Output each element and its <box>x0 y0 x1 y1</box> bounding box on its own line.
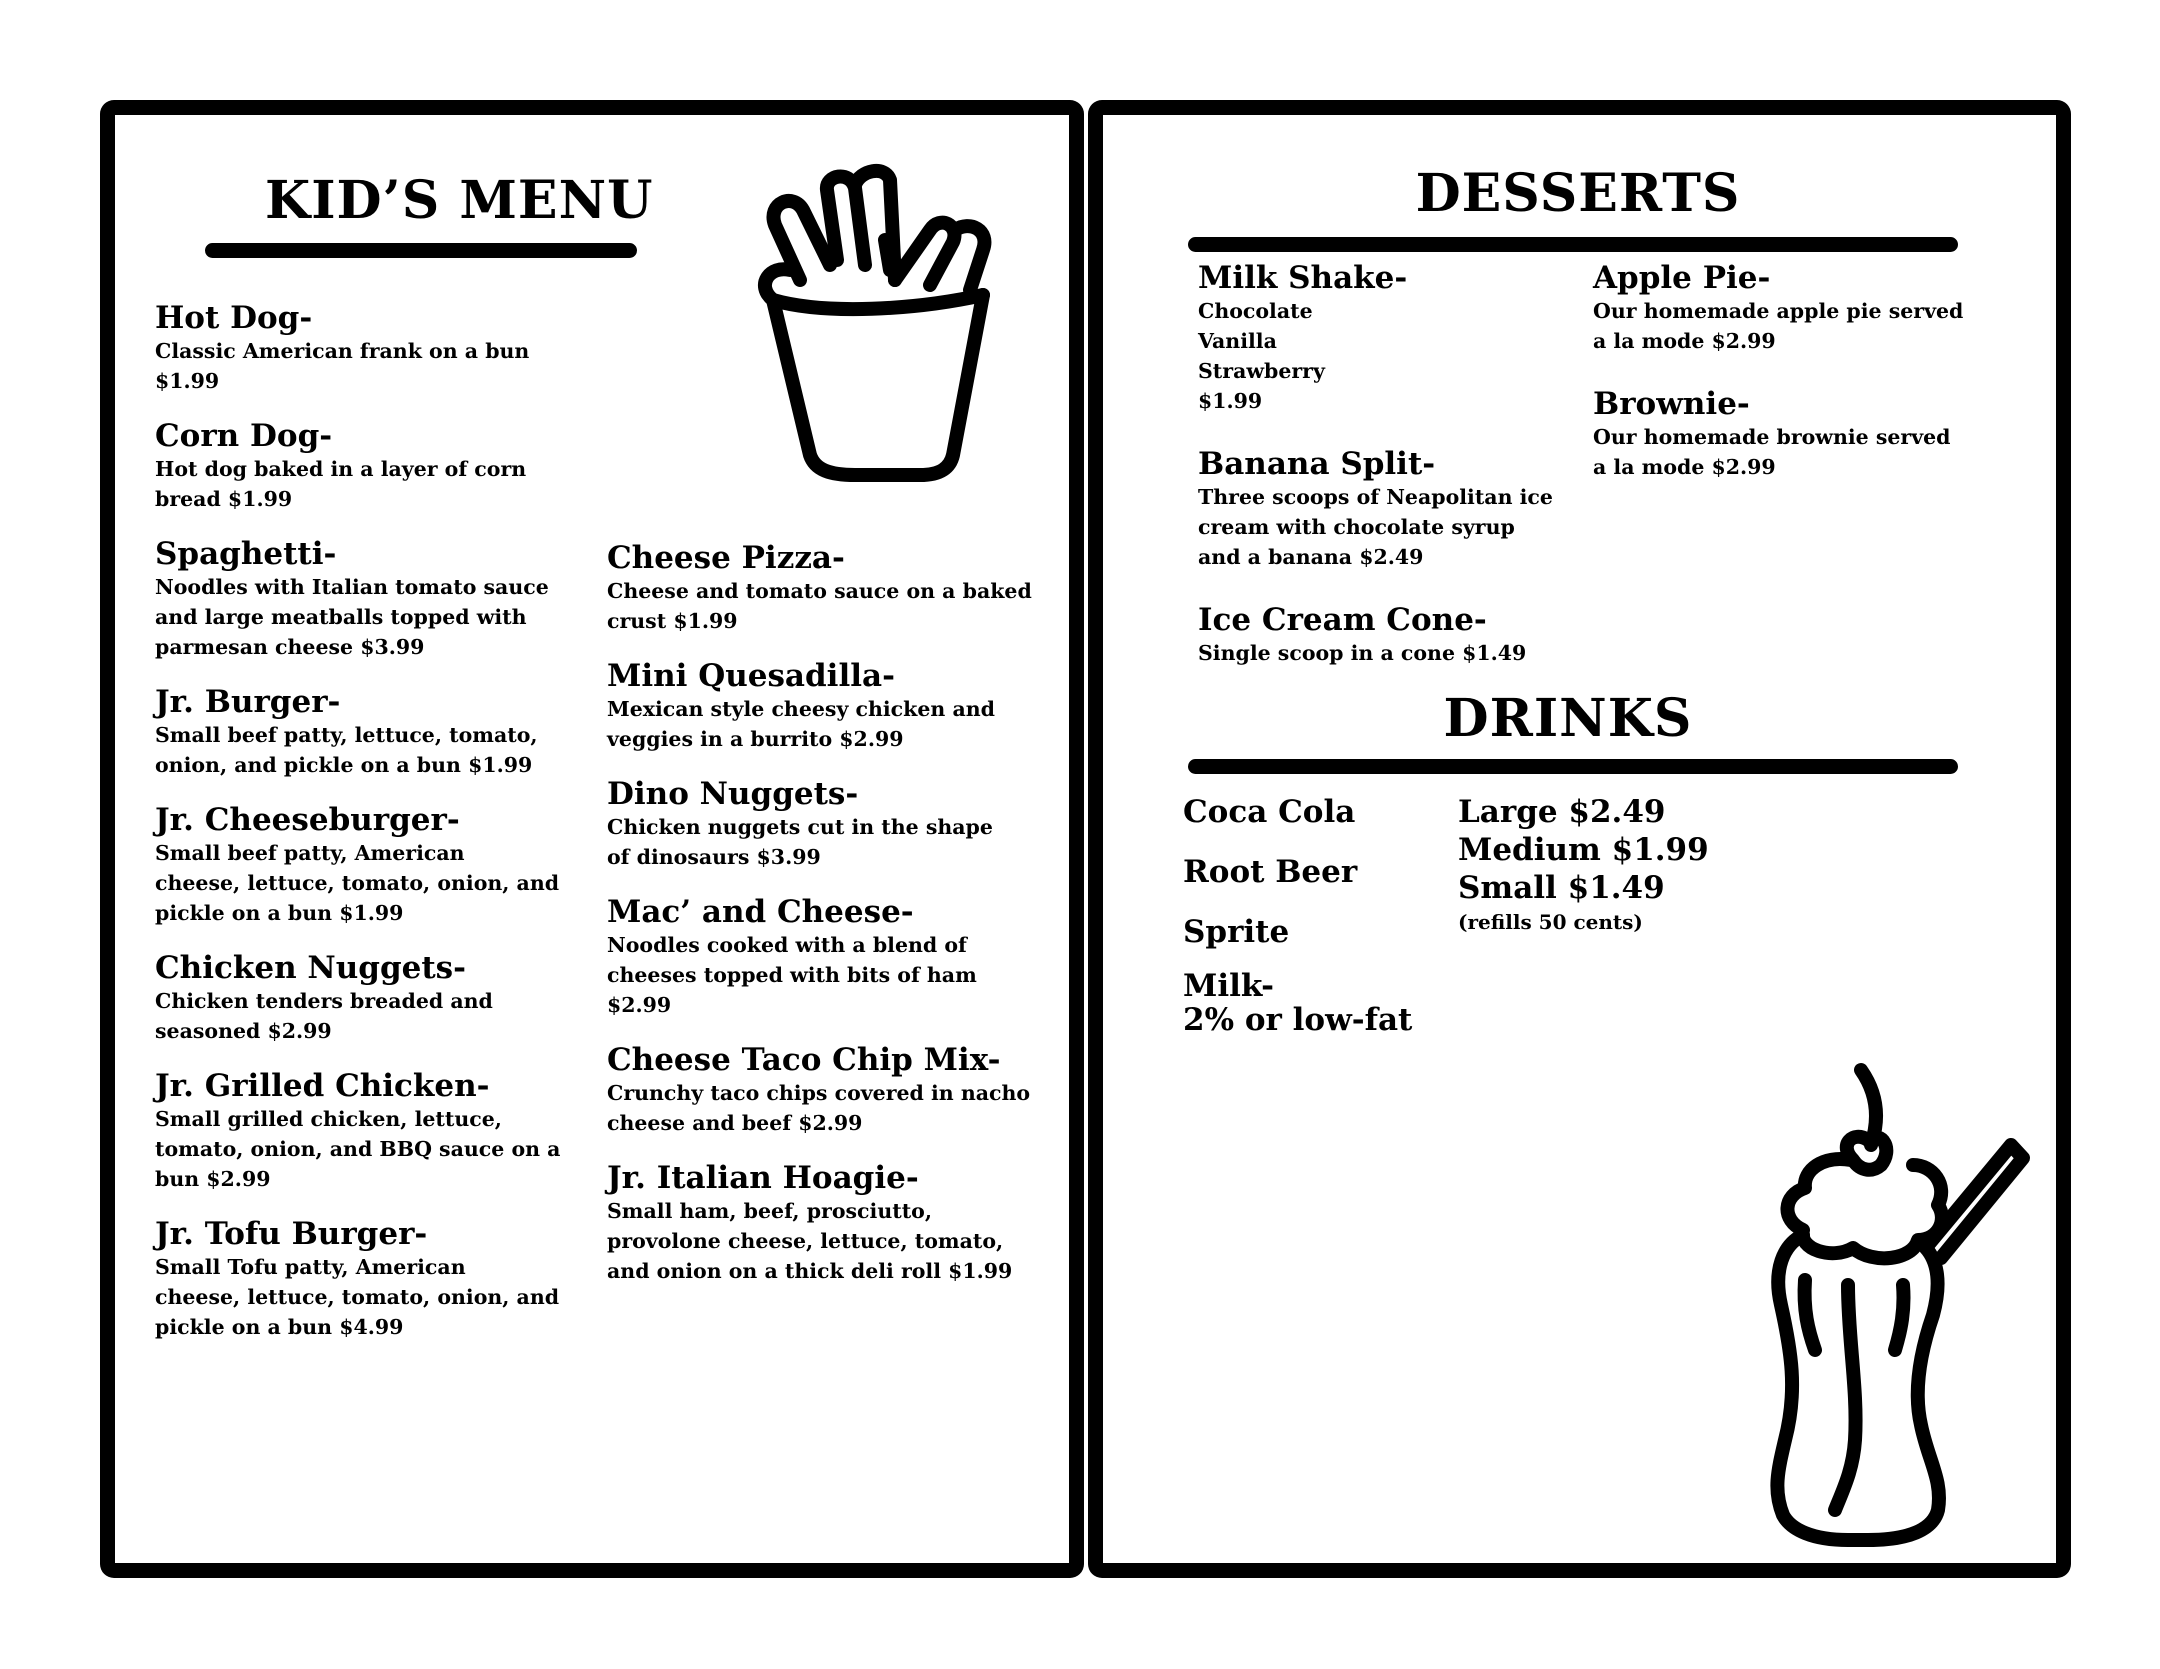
item-name: Milk Shake- <box>1198 260 1408 296</box>
refills-note: (refills 50 cents) <box>1458 910 1643 934</box>
menu-item <box>607 776 1067 872</box>
desserts-drinks-panel <box>1088 100 2071 1578</box>
menu-item <box>155 1216 585 1342</box>
drink-name: Milk- <box>1183 968 1274 1004</box>
kids-menu-divider <box>205 243 637 258</box>
kids-menu-column-1 <box>155 300 585 1364</box>
item-description: Noodles cooked with a blend of cheeses topped with bits of ham $2.99 <box>607 933 977 1017</box>
menu-item <box>1198 602 1588 668</box>
menu-item <box>607 1160 1067 1286</box>
drinks-divider <box>1188 759 1958 774</box>
item-name: Cheese Pizza- <box>607 540 845 576</box>
item-description: Single scoop in a cone $1.49 <box>1198 641 1527 665</box>
item-name: Mac’ and Cheese- <box>607 894 914 930</box>
item-description: Hot dog baked in a layer of corn bread $1.99 <box>155 457 527 511</box>
menu-item <box>155 1068 585 1194</box>
menu-item <box>607 658 1067 754</box>
desserts-column-2 <box>1593 260 2013 512</box>
drink-name: Sprite <box>1183 914 1290 950</box>
item-description: Small ham, beef, prosciutto, provolone cheese, lettuce, tomato, and onion on a thick deli roll $1.99 <box>607 1199 1013 1283</box>
item-name: Spaghetti- <box>155 536 337 572</box>
item-description: Classic American frank on a bun $1.99 <box>155 339 530 393</box>
menu-item <box>155 300 585 396</box>
item-name: Chicken Nuggets- <box>155 950 466 986</box>
menu-item <box>1198 260 1588 416</box>
menu-item <box>607 540 1067 636</box>
item-description: Chicken nuggets cut in the shape of dinosaurs $3.99 <box>607 815 993 869</box>
item-name: Mini Quesadilla- <box>607 658 895 694</box>
item-description: Three scoops of Neapolitan ice cream with chocolate syrup and a banana $2.49 <box>1198 485 1553 569</box>
kids-menu-column-2 <box>607 540 1067 1308</box>
drink-size-price: Medium $1.99 <box>1458 832 1709 868</box>
item-description: Our homemade brownie served a la mode $2.99 <box>1593 425 1951 479</box>
french-fries-icon <box>745 170 1015 490</box>
desserts-divider <box>1188 237 1958 252</box>
kids-menu-title: KID’S MENU <box>265 170 654 231</box>
kids-menu-panel <box>100 100 1084 1578</box>
item-description: Chocolate Vanilla Strawberry $1.99 <box>1198 299 1325 413</box>
item-description: Our homemade apple pie served a la mode $2.99 <box>1593 299 1964 353</box>
item-name: Ice Cream Cone- <box>1198 602 1487 638</box>
drinks-title: DRINKS <box>1443 688 1693 749</box>
item-description: Crunchy taco chips covered in nacho cheese and beef $2.99 <box>607 1081 1031 1135</box>
milkshake-icon <box>1743 1070 2063 1570</box>
drink-size-price: Small $1.49 <box>1458 870 1665 906</box>
item-description: Cheese and tomato sauce on a baked crust $1.99 <box>607 579 1032 633</box>
item-name: Jr. Cheeseburger- <box>155 802 460 838</box>
item-name: Dino Nuggets- <box>607 776 859 812</box>
drinks-names <box>1183 795 1453 1037</box>
item-description: Noodles with Italian tomato sauce and large meatballs topped with parmesan cheese $3.99 <box>155 575 549 659</box>
menu-item <box>155 536 585 662</box>
item-name: Brownie- <box>1593 386 1750 422</box>
item-name: Corn Dog- <box>155 418 333 454</box>
item-name: Jr. Tofu Burger- <box>155 1216 428 1252</box>
item-description: Small beef patty, lettuce, tomato, onion, and pickle on a bun $1.99 <box>155 723 538 777</box>
item-description: Mexican style cheesy chicken and veggies in a burrito $2.99 <box>607 697 995 751</box>
item-name: Cheese Taco Chip Mix- <box>607 1042 1001 1078</box>
drink-name: Root Beer <box>1183 854 1358 890</box>
item-description: Small Tofu patty, American cheese, lettuce, tomato, onion, and pickle on a bun $4.99 <box>155 1255 560 1339</box>
drinks-sizes <box>1458 793 1788 937</box>
menu-item <box>1593 386 2013 482</box>
menu-item <box>155 950 585 1046</box>
desserts-title: DESSERTS <box>1415 163 1741 224</box>
item-description: Chicken tenders breaded and seasoned $2.99 <box>155 989 493 1043</box>
item-name: Jr. Italian Hoagie- <box>607 1160 919 1196</box>
item-name: Apple Pie- <box>1593 260 1771 296</box>
drink-size-price: Large $2.49 <box>1458 794 1666 830</box>
menu-item <box>155 684 585 780</box>
menu-item <box>607 1042 1067 1138</box>
menu-item <box>155 802 585 928</box>
item-name: Jr. Grilled Chicken- <box>155 1068 490 1104</box>
item-description: Small beef patty, American cheese, lettuce, tomato, onion, and pickle on a bun $1.99 <box>155 841 560 925</box>
item-name: Banana Split- <box>1198 446 1436 482</box>
drink-name: 2% or low-fat <box>1183 1002 1413 1038</box>
item-name: Hot Dog- <box>155 300 313 336</box>
menu-item <box>607 894 1067 1020</box>
drink-name: Coca Cola <box>1183 794 1356 830</box>
menu-item <box>155 418 585 514</box>
desserts-column-1 <box>1198 260 1588 698</box>
item-name: Jr. Burger- <box>155 684 341 720</box>
menu-item <box>1198 446 1588 572</box>
item-description: Small grilled chicken, lettuce, tomato, onion, and BBQ sauce on a bun $2.99 <box>155 1107 561 1191</box>
menu-item <box>1593 260 2013 356</box>
